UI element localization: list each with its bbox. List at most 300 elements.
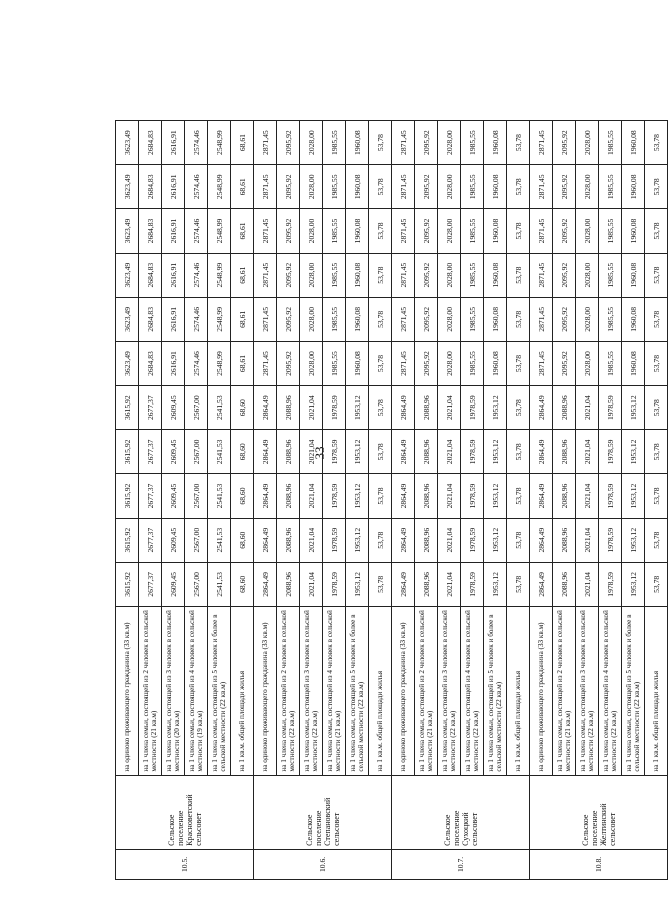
value-cell: 2616,91 [162, 209, 185, 253]
value-cell: 53,78 [645, 209, 668, 253]
norm-description-cell: на 1 члена семьи, состоящей из 3 человек в сельской местности (22 кв.м) [438, 606, 461, 775]
table-row [162, 121, 185, 880]
value-cell: 53,78 [507, 297, 530, 341]
value-cell: 2088,96 [553, 562, 576, 606]
value-cell: 1985,55 [461, 297, 484, 341]
value-cell: 2864,49 [254, 430, 277, 474]
value-cell: 53,78 [507, 121, 530, 165]
value-cell: 53,78 [645, 386, 668, 430]
table-row [392, 121, 415, 880]
value-cell: 2021,04 [300, 562, 323, 606]
value-cell: 53,78 [645, 562, 668, 606]
value-cell: 1985,55 [599, 341, 622, 385]
value-cell: 2684,83 [139, 165, 162, 209]
norm-description-cell: на 1 члена семьи, состоящей из 4 человек в сельской местности (22 кв.м) [599, 606, 622, 775]
value-cell: 53,78 [645, 430, 668, 474]
value-cell: 1960,08 [346, 209, 369, 253]
value-cell: 1953,12 [484, 474, 507, 518]
value-cell: 68,60 [231, 430, 254, 474]
value-cell: 68,61 [231, 165, 254, 209]
table-row [139, 121, 162, 880]
value-cell: 1985,55 [461, 121, 484, 165]
value-cell: 1953,12 [484, 518, 507, 562]
norm-description-cell: на 1 члена семьи, состоящей из 4 человек в сельской местности (21 кв.м) [323, 606, 346, 775]
value-cell: 1985,55 [599, 165, 622, 209]
value-cell: 68,60 [231, 386, 254, 430]
value-cell: 2574,46 [185, 165, 208, 209]
value-cell: 2095,92 [415, 165, 438, 209]
norm-description-cell: на 1 члена семьи, состоящей из 3 человек в сельской местности (22 кв.м) [300, 606, 323, 775]
tariff-table-rotated [115, 120, 661, 880]
value-cell: 1985,55 [323, 297, 346, 341]
value-cell: 1960,08 [484, 341, 507, 385]
table-row [300, 121, 323, 880]
value-cell: 1985,55 [323, 253, 346, 297]
value-cell: 2567,00 [185, 430, 208, 474]
value-cell: 2864,49 [392, 386, 415, 430]
value-cell: 2095,92 [277, 209, 300, 253]
value-cell: 2548,99 [208, 165, 231, 209]
value-cell: 2021,04 [438, 518, 461, 562]
value-cell: 53,78 [507, 518, 530, 562]
section-code-cell: 10.7. [392, 849, 530, 879]
norm-description-cell: на 1 кв.м. общей площади жилья [231, 606, 254, 775]
value-cell: 1960,08 [484, 121, 507, 165]
value-cell: 2021,04 [438, 386, 461, 430]
value-cell: 53,78 [645, 297, 668, 341]
value-cell: 2616,91 [162, 121, 185, 165]
value-cell: 68,61 [231, 209, 254, 253]
value-cell: 2684,83 [139, 121, 162, 165]
table-row [461, 121, 484, 880]
norm-description-cell: на одиноко проживающего гражданина (33 кв.м) [116, 606, 139, 775]
value-cell: 1978,59 [461, 386, 484, 430]
table-row [599, 121, 622, 880]
value-cell: 2574,46 [185, 209, 208, 253]
value-cell: 1953,12 [484, 430, 507, 474]
table-row [231, 121, 254, 880]
value-cell: 2567,00 [185, 562, 208, 606]
value-cell: 2088,96 [415, 474, 438, 518]
value-cell: 2021,04 [576, 562, 599, 606]
value-cell: 53,78 [645, 518, 668, 562]
value-cell: 2871,45 [530, 165, 553, 209]
value-cell: 2095,92 [553, 165, 576, 209]
value-cell: 2028,00 [438, 121, 461, 165]
norm-description-cell: на одиноко проживающего гражданина (33 кв.м) [530, 606, 553, 775]
value-cell: 2871,45 [530, 121, 553, 165]
norm-description-cell: на 1 члена семьи, состоящей из 2 человек в сельской местности (21 кв.м) [553, 606, 576, 775]
value-cell: 2095,92 [415, 121, 438, 165]
value-cell: 1960,08 [346, 121, 369, 165]
value-cell: 2088,96 [415, 430, 438, 474]
value-cell: 1960,08 [484, 253, 507, 297]
norm-description-cell: на 1 члена семьи, состоящей из 2 человек в сельской местности (21 кв.м) [415, 606, 438, 775]
table-row [185, 121, 208, 880]
value-cell: 68,61 [231, 121, 254, 165]
value-cell: 2864,49 [530, 518, 553, 562]
value-cell: 2871,45 [530, 253, 553, 297]
value-cell: 53,78 [507, 562, 530, 606]
value-cell: 53,78 [507, 341, 530, 385]
value-cell: 2864,49 [392, 474, 415, 518]
value-cell: 2095,92 [277, 297, 300, 341]
value-cell: 2567,00 [185, 386, 208, 430]
value-cell: 2095,92 [277, 121, 300, 165]
value-cell: 2095,92 [553, 297, 576, 341]
value-cell: 1978,59 [599, 518, 622, 562]
section-code-cell: 10.6. [254, 849, 392, 879]
value-cell: 2088,96 [415, 386, 438, 430]
value-cell: 53,78 [369, 165, 392, 209]
value-cell: 2864,49 [530, 562, 553, 606]
value-cell: 1978,59 [323, 386, 346, 430]
value-cell: 1960,08 [622, 297, 645, 341]
value-cell: 2028,00 [300, 121, 323, 165]
value-cell: 3623,49 [116, 209, 139, 253]
value-cell: 53,78 [369, 562, 392, 606]
value-cell: 1985,55 [461, 165, 484, 209]
table-row [553, 121, 576, 880]
table-row [438, 121, 461, 880]
norm-description-cell: на одиноко проживающего гражданина (33 кв.м) [254, 606, 277, 775]
value-cell: 68,61 [231, 297, 254, 341]
value-cell: 1985,55 [461, 253, 484, 297]
value-cell: 53,78 [369, 430, 392, 474]
value-cell: 53,78 [507, 474, 530, 518]
value-cell: 53,78 [507, 209, 530, 253]
value-cell: 1953,12 [622, 562, 645, 606]
value-cell: 2548,99 [208, 209, 231, 253]
value-cell: 53,78 [369, 297, 392, 341]
value-cell: 2028,00 [576, 121, 599, 165]
value-cell: 2548,99 [208, 297, 231, 341]
value-cell: 2088,96 [553, 518, 576, 562]
value-cell: 2677,37 [139, 562, 162, 606]
section-code-cell: 10.5. [116, 849, 254, 879]
value-cell: 1985,55 [461, 341, 484, 385]
value-cell: 2574,46 [185, 121, 208, 165]
value-cell: 1978,59 [461, 562, 484, 606]
value-cell: 1978,59 [461, 430, 484, 474]
value-cell: 53,78 [645, 474, 668, 518]
value-cell: 53,78 [369, 121, 392, 165]
value-cell: 2028,00 [576, 341, 599, 385]
value-cell: 2541,53 [208, 474, 231, 518]
value-cell: 2864,49 [530, 386, 553, 430]
value-cell: 2548,99 [208, 253, 231, 297]
value-cell: 1978,59 [461, 474, 484, 518]
value-cell: 2864,49 [254, 474, 277, 518]
table-row [116, 121, 139, 880]
value-cell: 2088,96 [277, 518, 300, 562]
value-cell: 2021,04 [300, 430, 323, 474]
value-cell: 2021,04 [576, 430, 599, 474]
norm-description-cell: на 1 кв.м. общей площади жилья [645, 606, 668, 775]
value-cell: 2871,45 [392, 165, 415, 209]
value-cell: 1978,59 [599, 474, 622, 518]
value-cell: 2864,49 [392, 430, 415, 474]
value-cell: 2609,45 [162, 474, 185, 518]
value-cell: 2021,04 [438, 474, 461, 518]
value-cell: 1960,08 [484, 165, 507, 209]
value-cell: 1985,55 [599, 253, 622, 297]
value-cell: 1953,12 [484, 562, 507, 606]
value-cell: 2864,49 [254, 386, 277, 430]
value-cell: 3623,49 [116, 121, 139, 165]
value-cell: 1960,08 [484, 209, 507, 253]
value-cell: 3623,49 [116, 341, 139, 385]
value-cell: 1960,08 [622, 165, 645, 209]
value-cell: 2616,91 [162, 165, 185, 209]
value-cell: 2609,45 [162, 430, 185, 474]
value-cell: 53,78 [369, 341, 392, 385]
value-cell: 1953,12 [346, 562, 369, 606]
value-cell: 2088,96 [415, 518, 438, 562]
settlement-name-cell: Сельское поселение Красноветский сельсовет [116, 775, 254, 849]
value-cell: 2028,00 [576, 165, 599, 209]
value-cell: 2095,92 [553, 341, 576, 385]
value-cell: 53,78 [369, 253, 392, 297]
value-cell: 2864,49 [392, 562, 415, 606]
value-cell: 1953,12 [484, 386, 507, 430]
value-cell: 2864,49 [254, 518, 277, 562]
norm-description-cell: на 1 кв.м. общей площади жилья [369, 606, 392, 775]
value-cell: 2871,45 [254, 253, 277, 297]
settlement-name-cell: Сельское поселение Желтинский сельсовет [530, 775, 668, 849]
norm-description-cell: на 1 члена семьи, состоящей из 5 человек и более в сельской местности (22 кв.м) [622, 606, 645, 775]
value-cell: 2028,00 [438, 297, 461, 341]
value-cell: 2088,96 [277, 474, 300, 518]
norm-description-cell: на 1 члена семьи, состоящей из 3 человек в сельской местности (20 кв.м) [162, 606, 185, 775]
value-cell: 68,60 [231, 562, 254, 606]
norm-description-cell: на одиноко проживающего гражданина (33 кв.м) [392, 606, 415, 775]
value-cell: 2028,00 [300, 297, 323, 341]
table-row [415, 121, 438, 880]
value-cell: 3615,92 [116, 518, 139, 562]
value-cell: 1960,08 [346, 165, 369, 209]
value-cell: 2609,45 [162, 386, 185, 430]
value-cell: 1978,59 [461, 518, 484, 562]
value-cell: 2028,00 [300, 253, 323, 297]
value-cell: 2088,96 [415, 562, 438, 606]
value-cell: 2541,53 [208, 562, 231, 606]
value-cell: 1953,12 [346, 474, 369, 518]
value-cell: 2567,00 [185, 518, 208, 562]
table-row [507, 121, 530, 880]
value-cell: 1953,12 [346, 430, 369, 474]
value-cell: 3615,92 [116, 474, 139, 518]
table-row [323, 121, 346, 880]
value-cell: 53,78 [645, 253, 668, 297]
value-cell: 2616,91 [162, 253, 185, 297]
value-cell: 1960,08 [622, 209, 645, 253]
value-cell: 2616,91 [162, 341, 185, 385]
value-cell: 2028,00 [438, 341, 461, 385]
value-cell: 3615,92 [116, 386, 139, 430]
value-cell: 2021,04 [300, 518, 323, 562]
value-cell: 2574,46 [185, 253, 208, 297]
value-cell: 53,78 [645, 121, 668, 165]
value-cell: 1960,08 [346, 341, 369, 385]
value-cell: 1960,08 [622, 121, 645, 165]
settlement-name-cell: Сельское поселение Степановский сельсовет [254, 775, 392, 849]
value-cell: 2684,83 [139, 341, 162, 385]
tariff-table [115, 120, 668, 880]
value-cell: 1978,59 [323, 562, 346, 606]
value-cell: 2871,45 [254, 297, 277, 341]
value-cell: 2088,96 [553, 386, 576, 430]
value-cell: 68,61 [231, 341, 254, 385]
value-cell: 1953,12 [622, 430, 645, 474]
value-cell: 53,78 [369, 386, 392, 430]
value-cell: 2871,45 [530, 297, 553, 341]
table-body [116, 121, 668, 880]
value-cell: 2088,96 [277, 386, 300, 430]
value-cell: 2541,53 [208, 430, 231, 474]
value-cell: 3615,92 [116, 430, 139, 474]
table-row [277, 121, 300, 880]
value-cell: 2028,00 [438, 165, 461, 209]
value-cell: 2021,04 [576, 386, 599, 430]
norm-description-cell: на 1 члена семьи, состоящей из 5 человек и более в сельской местности (22 кв.м) [484, 606, 507, 775]
value-cell: 2567,00 [185, 474, 208, 518]
value-cell: 2095,92 [415, 253, 438, 297]
value-cell: 1978,59 [323, 518, 346, 562]
value-cell: 1953,12 [622, 386, 645, 430]
value-cell: 2541,53 [208, 386, 231, 430]
value-cell: 1978,59 [323, 474, 346, 518]
norm-description-cell: на 1 члена семьи, состоящей из 2 человек в сельской местности (22 кв.м) [277, 606, 300, 775]
value-cell: 2871,45 [254, 121, 277, 165]
value-cell: 2864,49 [530, 474, 553, 518]
value-cell: 1978,59 [599, 430, 622, 474]
value-cell: 2021,04 [576, 474, 599, 518]
value-cell: 1985,55 [323, 165, 346, 209]
value-cell: 53,78 [645, 341, 668, 385]
table-row [645, 121, 668, 880]
value-cell: 2871,45 [530, 341, 553, 385]
value-cell: 1960,08 [346, 297, 369, 341]
value-cell: 2871,45 [392, 121, 415, 165]
value-cell: 2095,92 [415, 209, 438, 253]
value-cell: 2028,00 [300, 209, 323, 253]
value-cell: 2095,92 [415, 297, 438, 341]
value-cell: 1960,08 [484, 297, 507, 341]
value-cell: 2088,96 [277, 562, 300, 606]
value-cell: 53,78 [369, 209, 392, 253]
value-cell: 1985,55 [599, 209, 622, 253]
value-cell: 2684,83 [139, 253, 162, 297]
norm-description-cell: на 1 члена семьи, состоящей из 2 человек в сельской местности (21 кв.м) [139, 606, 162, 775]
value-cell: 1978,59 [599, 386, 622, 430]
section-code-cell: 10.8. [530, 849, 668, 879]
value-cell: 1953,12 [622, 518, 645, 562]
value-cell: 2677,37 [139, 518, 162, 562]
table-row [576, 121, 599, 880]
norm-description-cell: на 1 члена семьи, состоящей из 3 человек в сельской местности (22 кв.м) [576, 606, 599, 775]
value-cell: 2871,45 [392, 297, 415, 341]
value-cell: 2609,45 [162, 562, 185, 606]
norm-description-cell: на 1 кв.м. общей площади жилья [507, 606, 530, 775]
table-row [622, 121, 645, 880]
value-cell: 2864,49 [392, 518, 415, 562]
value-cell: 1960,08 [622, 341, 645, 385]
value-cell: 2021,04 [300, 386, 323, 430]
norm-description-cell: на 1 члена семьи, состоящей из 5 человек и более в сельской местности (22 кв.м) [208, 606, 231, 775]
value-cell: 2028,00 [438, 253, 461, 297]
value-cell: 2574,46 [185, 297, 208, 341]
value-cell: 3623,49 [116, 165, 139, 209]
value-cell: 2871,45 [254, 165, 277, 209]
value-cell: 2541,53 [208, 518, 231, 562]
table-row [530, 121, 553, 880]
value-cell: 53,78 [507, 386, 530, 430]
value-cell: 2095,92 [415, 341, 438, 385]
value-cell: 2548,99 [208, 121, 231, 165]
value-cell: 53,78 [507, 253, 530, 297]
value-cell: 68,61 [231, 253, 254, 297]
value-cell: 1960,08 [622, 253, 645, 297]
value-cell: 2028,00 [576, 297, 599, 341]
value-cell: 2095,92 [553, 209, 576, 253]
value-cell: 1960,08 [346, 253, 369, 297]
value-cell: 53,78 [645, 165, 668, 209]
value-cell: 53,78 [507, 165, 530, 209]
value-cell: 2677,37 [139, 386, 162, 430]
value-cell: 2871,45 [530, 209, 553, 253]
value-cell: 2095,92 [277, 165, 300, 209]
table-row [346, 121, 369, 880]
value-cell: 2871,45 [392, 209, 415, 253]
value-cell: 2021,04 [300, 474, 323, 518]
value-cell: 1985,55 [461, 209, 484, 253]
value-cell: 2088,96 [553, 430, 576, 474]
value-cell: 53,78 [369, 474, 392, 518]
table-row [254, 121, 277, 880]
value-cell: 2028,00 [300, 341, 323, 385]
value-cell: 2028,00 [300, 165, 323, 209]
value-cell: 3615,92 [116, 562, 139, 606]
value-cell: 2095,92 [553, 121, 576, 165]
value-cell: 2028,00 [438, 209, 461, 253]
value-cell: 2871,45 [392, 341, 415, 385]
value-cell: 1978,59 [599, 562, 622, 606]
value-cell: 2864,49 [530, 430, 553, 474]
value-cell: 2021,04 [438, 430, 461, 474]
norm-description-cell: на 1 члена семьи, состоящей из 4 человек в сельской местности (19 кв.м) [185, 606, 208, 775]
value-cell: 2021,04 [438, 562, 461, 606]
norm-description-cell: на 1 члена семьи, состоящей из 5 человек и более в сельской местности (22 кв.м) [346, 606, 369, 775]
value-cell: 2574,46 [185, 341, 208, 385]
value-cell: 2871,45 [254, 209, 277, 253]
table-row [484, 121, 507, 880]
value-cell: 2677,37 [139, 430, 162, 474]
value-cell: 1953,12 [346, 518, 369, 562]
page-number: 33 [312, 446, 327, 460]
value-cell: 1985,55 [599, 297, 622, 341]
value-cell: 2095,92 [553, 253, 576, 297]
value-cell: 1985,55 [323, 341, 346, 385]
value-cell: 53,78 [507, 430, 530, 474]
value-cell: 53,78 [369, 518, 392, 562]
value-cell: 2088,96 [553, 474, 576, 518]
value-cell: 68,60 [231, 518, 254, 562]
value-cell: 3623,49 [116, 297, 139, 341]
value-cell: 2095,92 [277, 341, 300, 385]
value-cell: 2684,83 [139, 209, 162, 253]
value-cell: 2609,45 [162, 518, 185, 562]
